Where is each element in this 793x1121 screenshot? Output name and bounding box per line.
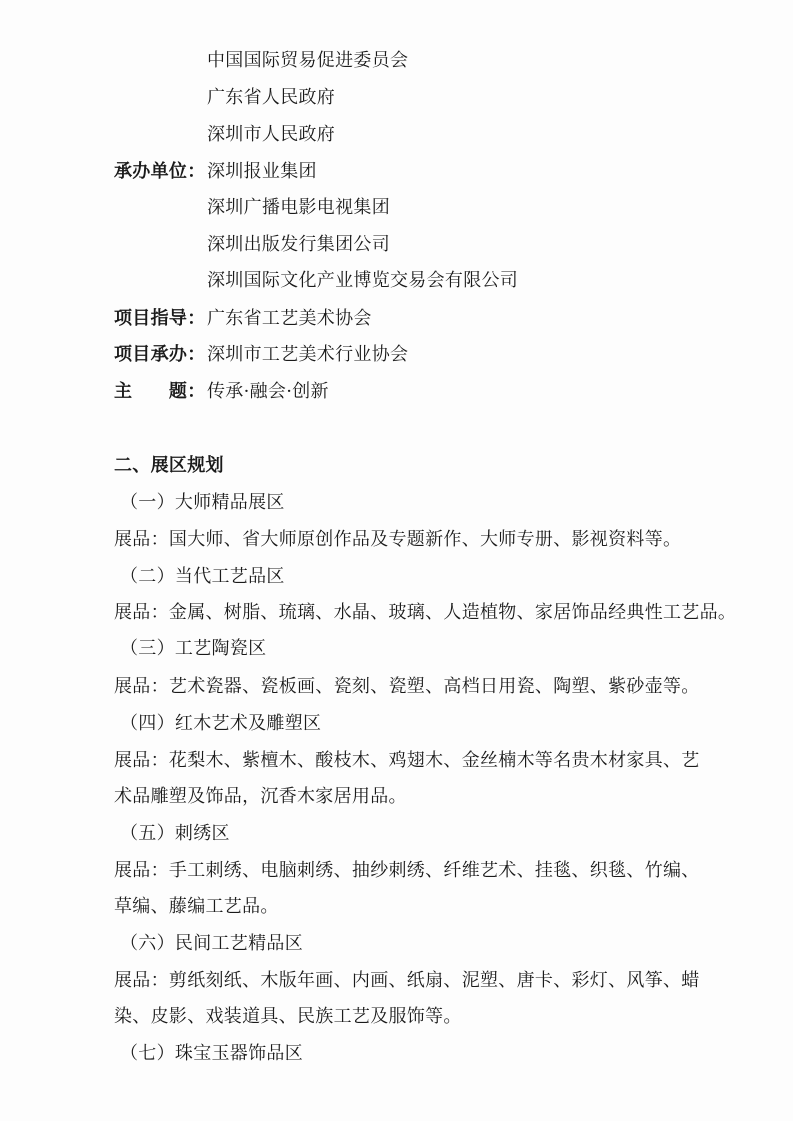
project-guidance-value: 广东省工艺美术协会 (207, 308, 372, 329)
zone-exhibit-line: 术品雕塑及饰品，沉香木家居用品。 (114, 786, 407, 807)
project-host-value: 深圳市工艺美术行业协会 (207, 344, 409, 365)
zone-title: （三）工艺陶瓷区 (120, 638, 267, 659)
zone-title: （二）当代工艺品区 (120, 566, 285, 587)
undertaking-units-label: 承办单位： (114, 161, 206, 182)
undertaking-unit-item: 深圳出版发行集团公司 (207, 234, 390, 255)
zone-title: （六）民间工艺精品区 (120, 933, 303, 954)
organizer-line: 深圳市人民政府 (207, 124, 336, 145)
zone-exhibit-line: 展品：艺术瓷器、瓷板画、瓷刻、瓷塑、高档日用瓷、陶塑、紫砂壶等。 (114, 676, 700, 697)
organizer-line: 中国国际贸易促进委员会 (207, 50, 409, 71)
project-guidance-label: 项目指导： (114, 308, 206, 329)
zone-title: （四）红木艺术及雕塑区 (120, 713, 322, 734)
undertaking-unit-item: 深圳报业集团 (207, 161, 317, 182)
section-heading: 二、展区规划 (114, 455, 224, 476)
undertaking-unit-item: 深圳国际文化产业博览交易会有限公司 (207, 270, 519, 291)
zone-exhibit-line: 染、皮影、戏装道具、民族工艺及服饰等。 (114, 1006, 462, 1027)
zone-exhibit-line: 展品：剪纸刻纸、木版年画、内画、纸扇、泥塑、唐卡、彩灯、风筝、蜡 (114, 970, 700, 991)
undertaking-unit-item: 深圳广播电影电视集团 (207, 197, 390, 218)
project-host-label: 项目承办： (114, 344, 206, 365)
zone-exhibit-line: 展品：金属、树脂、琉璃、水晶、玻璃、人造植物、家居饰品经典性工艺品。 (114, 602, 737, 623)
zone-exhibit-line: 展品：国大师、省大师原创作品及专题新作、大师专册、影视资料等。 (114, 529, 682, 550)
theme-label: 主 题： (114, 381, 206, 402)
zone-exhibit-line: 展品：手工刺绣、电脑刺绣、抽纱刺绣、纤维艺术、挂毯、织毯、竹编、 (114, 860, 700, 881)
zone-title: （一）大师精品展区 (120, 492, 285, 513)
zone-exhibit-line: 展品：花梨木、紫檀木、酸枝木、鸡翅木、金丝楠木等名贵木材家具、艺 (114, 750, 700, 771)
zone-title: （七）珠宝玉器饰品区 (120, 1043, 303, 1064)
theme-value: 传承·融会·创新 (207, 381, 329, 402)
organizer-line: 广东省人民政府 (207, 87, 336, 108)
zone-exhibit-line: 草编、藤编工艺品。 (114, 896, 279, 917)
zone-title: （五）刺绣区 (120, 823, 230, 844)
